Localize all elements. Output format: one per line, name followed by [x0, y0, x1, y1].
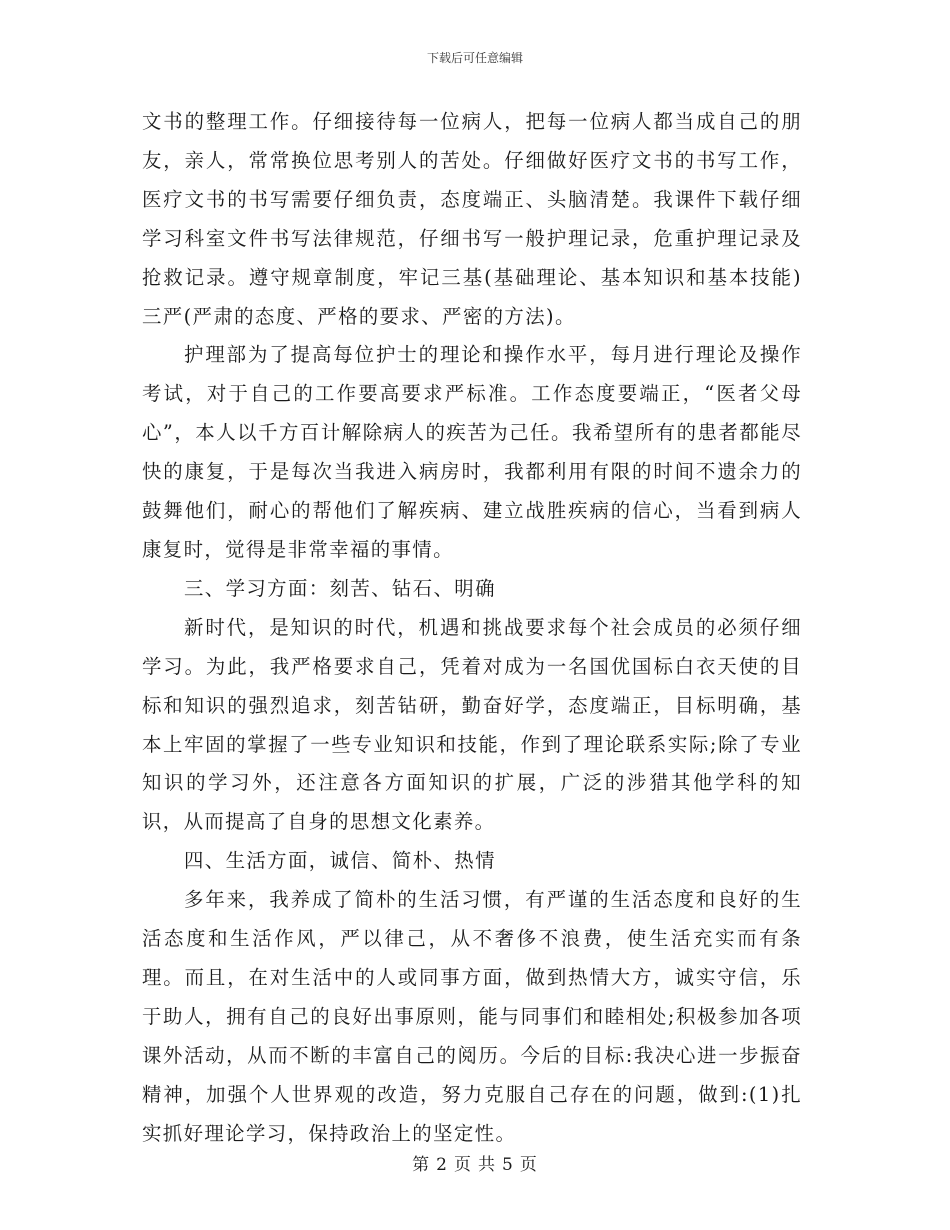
section-heading-study: 三、学习方面：刻苦、钻石、明确 [184, 576, 496, 600]
footer-label-gong: 共 [478, 1155, 496, 1175]
paragraph-study: 新时代，是知识的时代，机遇和挑战要求每个社会成员的必须仔细学习。为此，我严格要求自己，凭着对成为一名国优国标白衣天使的目标和知识的强烈追求，刻苦钻研，勤奋好学，态度端正，目标明确，基本上牢固的掌握了一些专业知识和技能，作到了理论联系实际;除了专业知识的学习外，还注意各方面知识的扩展，广泛的涉猎其他学科的知识，从而提高了自身的思想文化素养。 [142, 615, 802, 834]
footer-label-ye2: 页 [519, 1155, 538, 1175]
section-heading-life: 四、生活方面，诚信、简朴、热情 [184, 849, 496, 873]
footer-label-ye: 页 [454, 1155, 472, 1175]
paragraph-life: 多年来，我养成了简朴的生活习惯，有严谨的生活态度和良好的生活态度和生活作风，严以律己，从不奢侈不浪费，使生活充实而有条理。而且，在对生活中的人或同事方面，做到热情大方，诚实守信，乐于助人，拥有自己的良好出事原则，能与同事们和睦相处;积极参加各项课外活动，从而不断的丰富自己的阅历。今后的目标:我决心进一步振奋精神，加强个人世界观的改造，努力克服自己存在的问题，做到:(1)扎实抓好理论学习，保持政治上的坚定性。 [142, 888, 802, 1145]
document-body [142, 103, 802, 1153]
paragraph-2: 护理部为了提高每位护士的理论和操作水平，每月进行理论及操作考试，对于自己的工作要高要求严标准。工作态度要端正，“医者父母心”，本人以千方百计解除病人的疾苦为己任。我希望所有的患者都能尽快的康复，于是每次当我进入病房时，我都利用有限的时间不遗余力的鼓舞他们，耐心的帮他们了解疾病、建立战胜疾病的信心，当看到病人康复时，觉得是非常幸福的事情。 [142, 343, 802, 561]
paragraph-1: 文书的整理工作。仔细接待每一位病人，把每一位病人都当成自己的朋友，亲人，常常换位思考别人的苦处。仔细做好医疗文书的书写工作，医疗文书的书写需要仔细负责，态度端正、头脑清楚。我课件下载仔细学习科室文件书写法律规范，仔细书写一般护理记录，危重护理记录及抢救记录。遵守规章制度，牢记三基(基础理论、基本知识和基本技能)三严(严肃的态度、严格的要求、严密的方法)。 [142, 110, 802, 328]
footer-label-di: 第 [412, 1155, 431, 1175]
page-footer [0, 1154, 950, 1176]
footer-total-pages: 5 [502, 1155, 514, 1175]
page-header: 下载后可任意编辑 [426, 51, 523, 65]
footer-page-number: 2 [436, 1155, 448, 1175]
